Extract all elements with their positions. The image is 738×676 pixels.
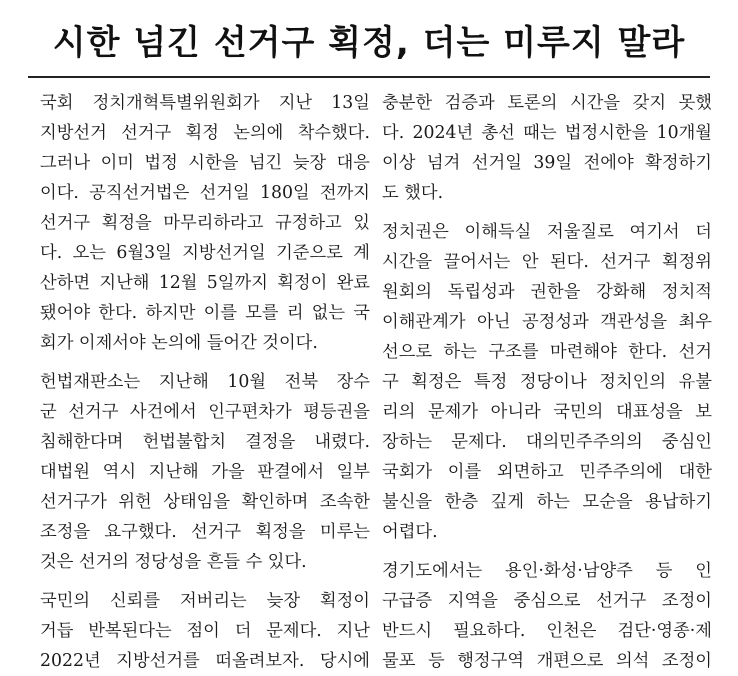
paragraph-line: 군 선거구 사건에서 인구편차가 평등권을 [40, 402, 370, 422]
paragraph-line: 리의 문제가 아니라 국민의 대표성을 보 [382, 402, 712, 422]
paragraph-line: 충분한 검증과 토론의 시간을 갖지 못했 [382, 93, 712, 113]
paragraph-line: 정치권은 이해득실 저울질로 여기서 더 [382, 222, 712, 242]
paragraph-line: 것은 선거의 정당성을 흔들 수 있다. [40, 552, 307, 572]
paragraph-gap [40, 358, 370, 367]
headline-divider [28, 76, 710, 78]
paragraph-line: 선거구 획정을 마무리하라고 규정하고 있 [40, 213, 370, 233]
paragraph-line: 경기도에서는 용인·화성·남양주 등 인 [382, 561, 712, 581]
paragraph-gap [382, 547, 712, 556]
paragraph-line: 반드시 필요하다. 인천은 검단·영종·제 [382, 621, 712, 641]
paragraph-line: 물포 등 행정구역 개편으로 의석 조정이 [382, 651, 712, 671]
paragraph-line: 이상 넘겨 선거일 39일 전에야 확정하기 [382, 153, 712, 173]
paragraph-line: 2022년 지방선거를 떠올려보자. 당시에 [40, 651, 370, 671]
article-column-left [40, 88, 370, 676]
paragraph-line: 어렵다. [382, 522, 438, 542]
paragraph-line: 불신을 한층 깊게 하는 모순을 용납하기 [382, 492, 712, 512]
paragraph-line: 헌법재판소는 지난해 10월 전북 장수 [40, 372, 370, 392]
paragraph-gap [382, 208, 712, 217]
headline: 시한 넘긴 선거구 획정, 더는 미루지 말라 [52, 22, 686, 63]
paragraph-line: 국회 정치개혁특별위원회가 지난 13일 [40, 93, 370, 113]
paragraph-line: 그러나 이미 법정 시한을 넘긴 늦장 대응 [40, 153, 370, 173]
article-column-right [382, 88, 712, 676]
paragraph-line: 도 했다. [382, 183, 444, 203]
paragraph-line: 산하면 지난해 12월 5일까지 획정이 완료 [40, 273, 370, 293]
paragraph-line: 다. 오는 6월3일 지방선거일 기준으로 계 [40, 243, 370, 263]
paragraph-line: 시간을 끌어서는 안 된다. 선거구 획정위 [382, 252, 712, 272]
paragraph-line: 거듭 반복된다는 점이 더 문제다. 지난 [40, 621, 370, 641]
paragraph-line: 조정을 요구했다. 선거구 획정을 미루는 [40, 522, 370, 542]
paragraph-line: 구급증 지역을 중심으로 선거구 조정이 [382, 591, 712, 611]
paragraph-line: 대법원 역시 지난해 가을 판결에서 일부 [40, 462, 370, 482]
paragraph-line: 장하는 문제다. 대의민주주의의 중심인 [382, 432, 712, 452]
paragraph-line: 됐어야 한다. 하지만 이를 모를 리 없는 국 [40, 303, 370, 323]
paragraph-line: 회가 이제서야 논의에 들어간 것이다. [40, 333, 318, 353]
paragraph-line: 선거구가 위헌 상태임을 확인하며 조속한 [40, 492, 370, 512]
paragraph-line: 국민의 신뢰를 저버리는 늦장 획정이 [40, 591, 370, 611]
paragraph-line: 원회의 독립성과 권한을 강화해 정치적 [382, 282, 712, 302]
paragraph-gap [40, 577, 370, 586]
paragraph-line: 국회가 이를 외면하고 민주주의에 대한 [382, 462, 712, 482]
paragraph-line: 구 획정은 특정 정당이나 정치인의 유불 [382, 372, 712, 392]
paragraph-line: 선으로 하는 구조를 마련해야 한다. 선거 [382, 342, 712, 362]
paragraph-line: 이다. 공직선거법은 선거일 180일 전까지 [40, 183, 370, 203]
paragraph-line: 지방선거 선거구 획정 논의에 착수했다. [40, 123, 370, 143]
paragraph-line: 침해한다며 헌법불합치 결정을 내렸다. [40, 432, 370, 452]
paragraph-line: 이해관계가 아닌 공정성과 객관성을 최우 [382, 312, 712, 332]
paragraph-line: 다. 2024년 총선 때는 법정시한을 10개월 [382, 123, 712, 143]
